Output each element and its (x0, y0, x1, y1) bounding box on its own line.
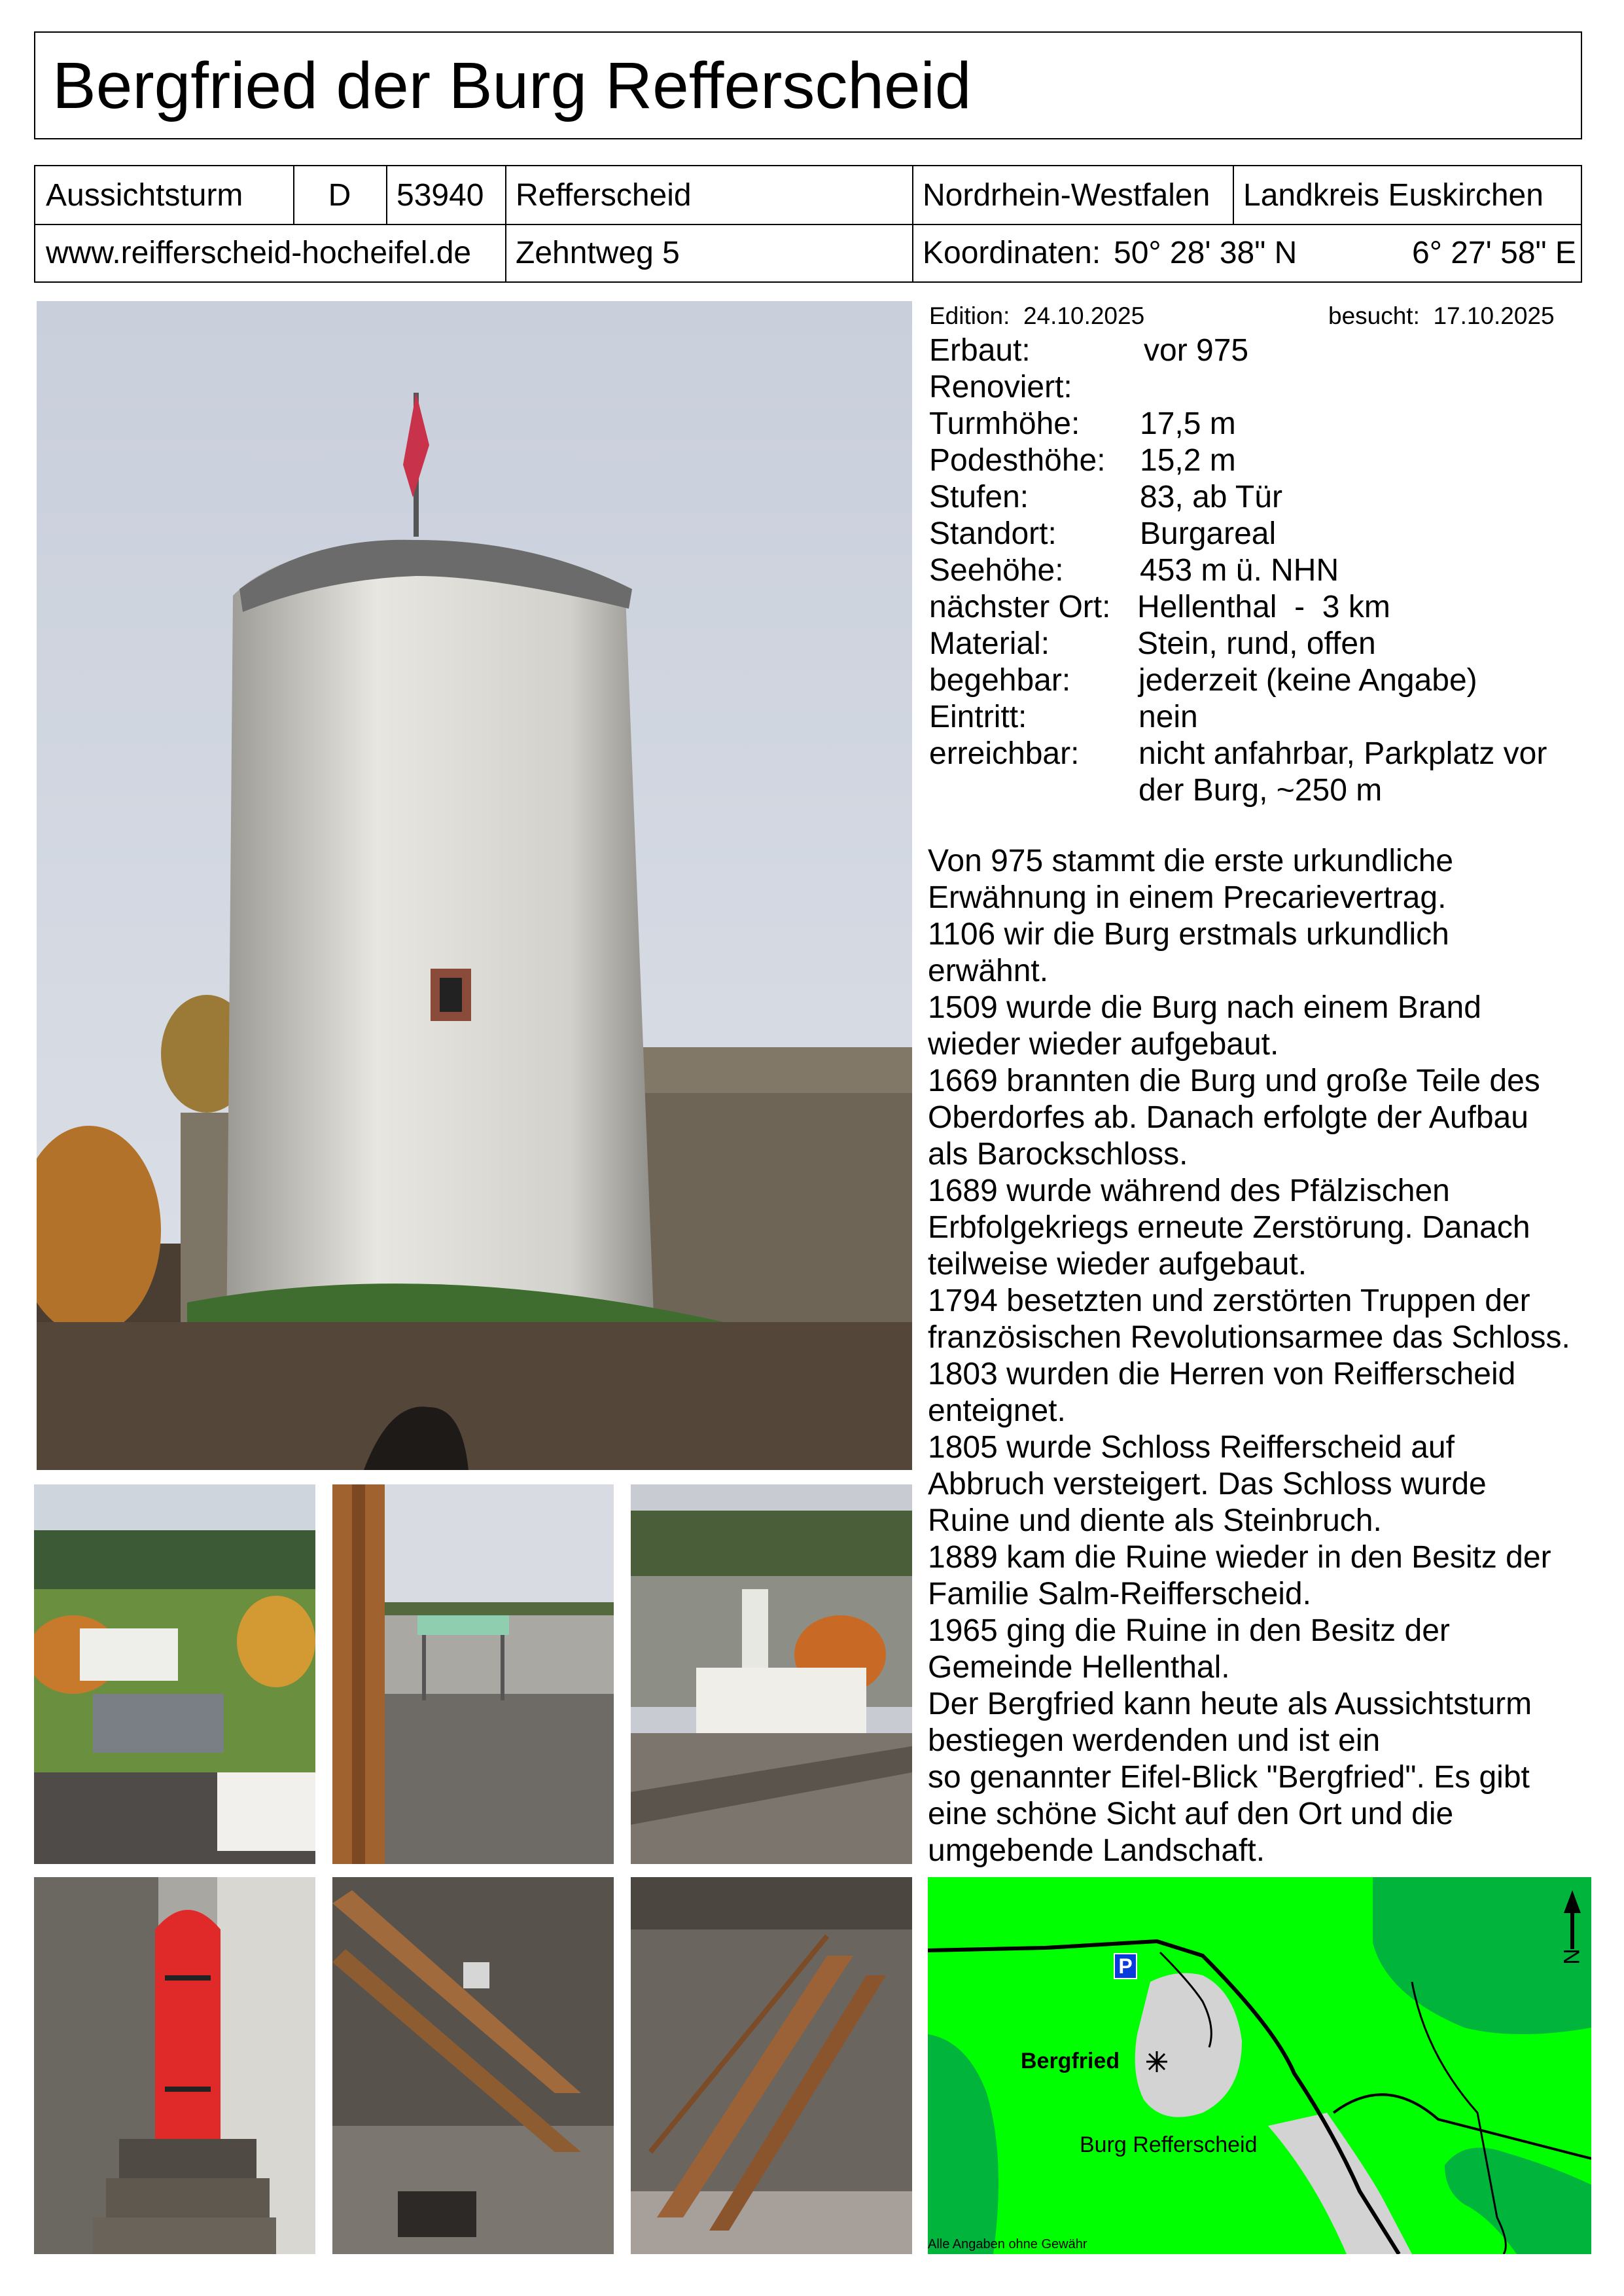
district: Landkreis Euskirchen (1243, 178, 1544, 213)
town: Refferscheid (516, 178, 692, 213)
map-disclaimer: Alle Angaben ohne Gewähr (928, 2237, 1087, 2251)
specs-list (929, 332, 1610, 809)
location-map (928, 1877, 1591, 2254)
spec-row: Podesthöhe: 15,2 m (929, 443, 1236, 478)
tower-marker-icon (1146, 2051, 1167, 2072)
spec-row: Seehöhe: 453 m ü. NHN (929, 553, 1339, 588)
map-tower-label: Bergfried (1021, 2049, 1120, 2073)
visited-label: besucht: (1328, 302, 1420, 329)
visited-date: 17.10.2025 (1433, 302, 1555, 329)
map-castle-label: Burg Refferscheid (1080, 2132, 1258, 2157)
country-code: D (328, 178, 351, 213)
castle-courtyard-photo (631, 1484, 912, 1864)
latitude: 50° 28' 38" N (1114, 236, 1297, 270)
state: Nordrhein-Westfalen (923, 178, 1210, 213)
wooden-staircase-photo (631, 1877, 912, 2254)
street-address: Zehntweg 5 (516, 236, 680, 270)
spec-row: Eintritt: nein (929, 700, 1198, 734)
map-north-label: N (1558, 1948, 1583, 1965)
main-tower-photo (37, 301, 912, 1470)
visited-row (1328, 302, 1555, 330)
edition-label: Edition: (929, 302, 1010, 329)
page-title: Bergfried der Burg Refferscheid (52, 49, 972, 122)
coordinates-label: Koordinaten: (923, 236, 1101, 270)
website-link[interactable]: www.reifferscheid-hocheifel.de (46, 236, 472, 270)
spec-row: erreichbar: nicht anfahrbar, Parkplatz vor (929, 736, 1547, 771)
platform-view-photo (332, 1484, 614, 1864)
spec-row: Standort: Burgareal (929, 516, 1277, 551)
edition-date: 24.10.2025 (1023, 302, 1145, 329)
parking-icon: P (1114, 1953, 1137, 1979)
info-table (34, 165, 1582, 283)
tower-type: Aussichtsturm (46, 178, 243, 213)
spec-row: begehbar: jederzeit (keine Angabe) (929, 663, 1477, 698)
title-box (34, 31, 1582, 139)
history-text: Von 975 stammt die erste urkundliche Erwähnung in einem Precarievertrag. 1106 wir die Burg erstmals urkundlich erwähnt. 1509 wurde die Burg nach einem Brand wieder wieder aufgebaut. 1669 brannten die Burg und große Teile des Oberdorfes ab. Danach erfolgte der Aufbau als Barockschloss. 1689 wurde während des Pfälzischen Erbfolgekriegs erneute Zerstörung. Danach teilweise wieder aufgebaut. 1794 besetzten und zerstörten Truppen der französischen Revolutionsarmee das Schloss. 1803 wurden die Herren von Reifferscheid enteignet. 1805 wurde Schloss Reifferscheid auf Abbruch versteigert. Das Schloss wurde Ruine und diente als Steinbruch. 1889 kam die Ruine wieder in den Besitz der Familie Salm-Reifferscheid. 1965 ging die Ruine in den Besitz der Gemeinde Hellenthal. Der Bergfried kann heute als Aussichtsturm bestiegen werdenden und ist ein so genannter Eifel-Blick "Bergfried". Es gibt eine schöne Sicht auf den Ort und die umgebende Landschaft. (928, 844, 1570, 1868)
spec-row: Stufen: 83, ab Tür (929, 480, 1282, 514)
spec-row: nächster Ort: Hellenthal - 3 km (929, 590, 1390, 624)
interior-stairs-photo (332, 1877, 614, 2254)
edition-row (929, 302, 1144, 330)
red-door-photo (34, 1877, 315, 2254)
spec-row: Material: Stein, rund, offen (929, 626, 1376, 661)
postcode: 53940 (397, 178, 484, 213)
spec-row: Turmhöhe: 17,5 m (929, 406, 1236, 441)
spec-row: Renoviert: (929, 370, 1072, 404)
spec-row: Erbaut: vor 975 (929, 333, 1249, 368)
village-view-photo (34, 1484, 315, 1864)
spec-row: der Burg, ~250 m (1139, 773, 1383, 808)
longitude: 6° 27' 58" E (1412, 236, 1576, 270)
